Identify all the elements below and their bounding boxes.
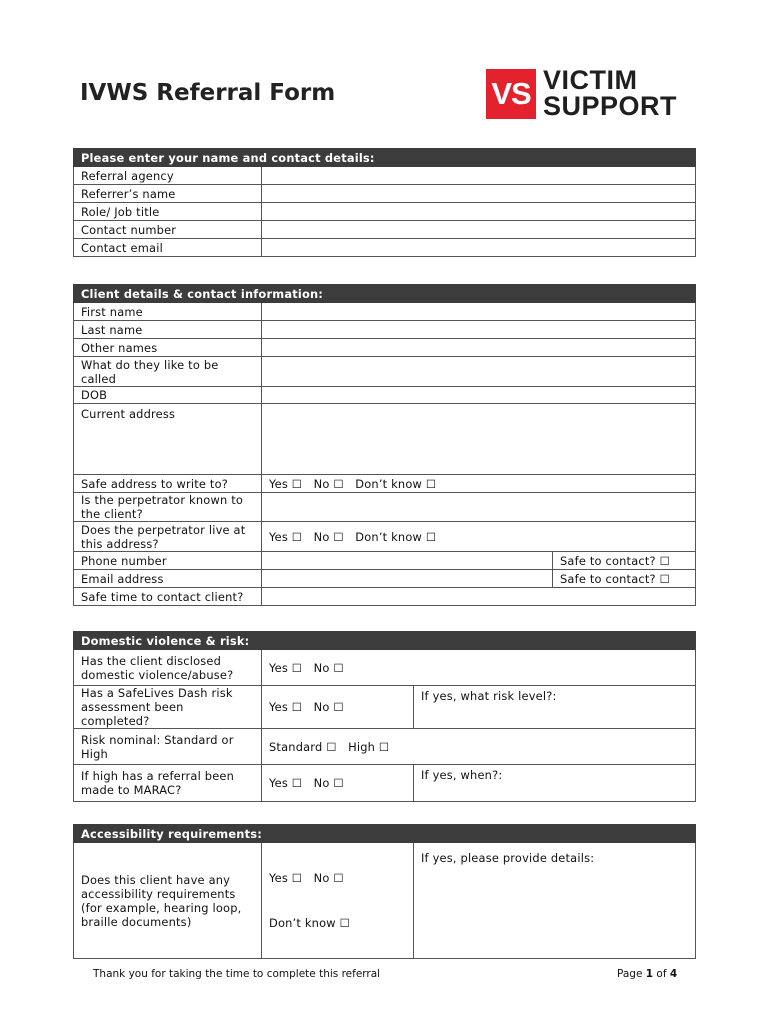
field-label: Other names (74, 339, 262, 357)
email-safe-checkbox[interactable]: Safe to contact? ☐ (553, 570, 696, 588)
domestic-violence-section (73, 631, 696, 802)
safe-time-input[interactable] (262, 588, 696, 606)
field-label: Does this client have any accessibility requirements (for example, hearing loop, braille documents) (74, 843, 262, 959)
phone-safe-checkbox[interactable]: Safe to contact? ☐ (553, 552, 696, 570)
risk-nominal-options[interactable]: Standard ☐ High ☐ (262, 729, 696, 765)
field-label: Last name (74, 321, 262, 339)
page-of: of (656, 968, 667, 980)
dob-input[interactable] (262, 387, 696, 404)
field-label: Contact number (74, 221, 262, 239)
section-heading: Accessibility requirements: (74, 825, 696, 843)
field-label: DOB (74, 387, 262, 404)
other-names-input[interactable] (262, 339, 696, 357)
perpetrator-known-input[interactable] (262, 493, 696, 522)
safe-address-options[interactable]: Yes ☐ No ☐ Don’t know ☐ (262, 475, 696, 493)
role-input[interactable] (262, 203, 696, 221)
logo-wordmark (543, 67, 677, 119)
page-current: 1 (645, 968, 654, 980)
accessibility-options-line-2[interactable]: Don’t know ☐ (269, 916, 350, 930)
preferred-name-input[interactable] (262, 357, 696, 387)
logo-line-2: SUPPORT (543, 91, 678, 121)
contact-number-input[interactable] (262, 221, 696, 239)
field-label: Referral agency (74, 167, 262, 185)
dash-completed-options[interactable]: Yes ☐ No ☐ (262, 686, 414, 729)
accessibility-details-input[interactable]: If yes, please provide details: (414, 843, 696, 959)
logo-mark: VS (486, 69, 536, 119)
section-heading: Domestic violence & risk: (74, 632, 696, 650)
accessibility-options[interactable] (262, 843, 414, 959)
field-label: Has the client disclosed domestic violence/abuse? (74, 650, 262, 686)
logo-line-1: VICTIM (543, 65, 638, 95)
field-label: Email address (74, 570, 262, 588)
perpetrator-lives-options[interactable]: Yes ☐ No ☐ Don’t know ☐ (262, 522, 696, 552)
field-label: Role/ Job title (74, 203, 262, 221)
footer-thanks: Thank you for taking the time to complete this referral (93, 968, 381, 980)
accessibility-options-line-1[interactable]: Yes ☐ No ☐ (269, 871, 344, 885)
field-label: Current address (74, 404, 262, 475)
current-address-input[interactable] (262, 404, 696, 475)
page-title: IVWS Referral Form (80, 80, 336, 106)
risk-level-input[interactable]: If yes, what risk level?: (414, 686, 696, 729)
marac-when-input[interactable]: If yes, when?: (414, 765, 696, 802)
referrer-details-section (73, 148, 696, 257)
field-label: If high has a referral been made to MARAC? (74, 765, 262, 802)
field-label: Contact email (74, 239, 262, 257)
field-label: First name (74, 303, 262, 321)
client-details-section (73, 284, 696, 606)
phone-input[interactable] (262, 552, 553, 570)
marac-options[interactable]: Yes ☐ No ☐ (262, 765, 414, 802)
page-label: Page (617, 968, 643, 980)
accessibility-section (73, 824, 696, 959)
last-name-input[interactable] (262, 321, 696, 339)
page-number (617, 968, 677, 980)
section-heading: Please enter your name and contact details: (74, 149, 696, 167)
page-total: 4 (669, 968, 678, 980)
field-label: Has a SafeLives Dash risk assessment been completed? (74, 686, 262, 729)
field-label: Phone number (74, 552, 262, 570)
first-name-input[interactable] (262, 303, 696, 321)
field-label: Referrer’s name (74, 185, 262, 203)
field-label: Does the perpetrator live at this address? (74, 522, 262, 552)
referrer-name-input[interactable] (262, 185, 696, 203)
section-heading: Client details & contact information: (74, 285, 696, 303)
contact-email-input[interactable] (262, 239, 696, 257)
field-label: Safe address to write to? (74, 475, 262, 493)
field-label: Safe time to contact client? (74, 588, 262, 606)
victim-support-logo (486, 65, 691, 121)
field-label: Is the perpetrator known to the client? (74, 493, 262, 522)
disclosed-options[interactable]: Yes ☐ No ☐ (262, 650, 696, 686)
email-input[interactable] (262, 570, 553, 588)
referral-agency-input[interactable] (262, 167, 696, 185)
field-label: Risk nominal: Standard or High (74, 729, 262, 765)
field-label: What do they like to be called (74, 357, 262, 387)
